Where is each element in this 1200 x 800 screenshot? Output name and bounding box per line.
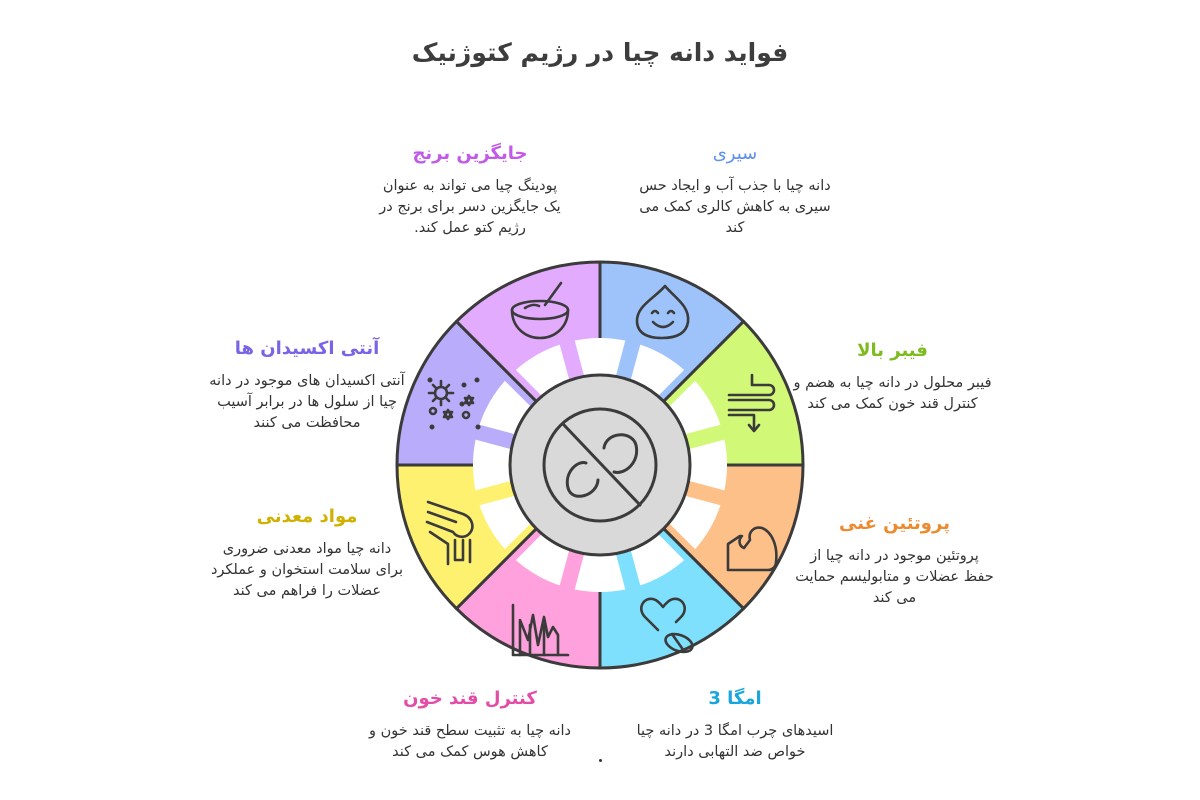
- benefit-heading: سیری: [712, 143, 758, 164]
- benefit-antioxidants: [192, 338, 422, 434]
- benefit-text: دانه چیا مواد معدنی ضروری: [222, 541, 392, 557]
- benefit-protein: [782, 513, 1007, 609]
- benefit-text: چیا از سلول ها در برابر آسیب: [217, 394, 397, 410]
- benefit-text: کند: [725, 220, 745, 236]
- benefit-text: عضلات را فراهم می کند: [233, 583, 381, 599]
- benefit-text: اسیدهای چرب امگا 3 در دانه چیا: [636, 723, 834, 739]
- benefit-text: کنترل قند خون کمک می کند: [807, 396, 978, 412]
- benefit-text: می کند: [872, 590, 917, 606]
- benefit-text: آنتی اکسیدان های موجود در دانه: [209, 373, 405, 389]
- benefit-text: محافظت می کنند: [253, 415, 361, 431]
- benefit-heading: فیبر بالا: [857, 340, 928, 361]
- benefit-omega: [620, 688, 850, 763]
- benefit-satiety: [620, 143, 850, 239]
- benefit-heading: آنتی اکسیدان ها: [234, 338, 380, 359]
- benefit-text: فیبر محلول در دانه چیا به هضم و: [793, 375, 992, 391]
- benefit-minerals: [192, 506, 422, 602]
- page-title: فواید دانه چیا در رژیم کتوژنیک: [411, 38, 789, 67]
- benefit-heading: مواد معدنی: [256, 506, 358, 527]
- benefit-text: برای سلامت استخوان و عملکرد: [210, 562, 404, 578]
- benefit-heading: جایگزین برنج: [412, 143, 528, 164]
- benefit-heading: امگا 3: [708, 688, 762, 709]
- benefit-text: رژیم کتو عمل کند.: [414, 220, 526, 236]
- benefit-text: دانه چیا با جذب آب و ایجاد حس: [639, 178, 831, 194]
- stray-dot: [599, 759, 602, 762]
- benefit-text: کاهش هوس کمک می کند: [392, 744, 548, 760]
- benefit-rice: [355, 143, 585, 239]
- benefit-text: خواص ضد التهابی دارند: [664, 744, 806, 760]
- benefit-fiber: [780, 340, 1005, 415]
- benefit-text: دانه چیا به تثبیت سطح قند خون و: [369, 723, 571, 739]
- benefit-heading: پروتئین غنی: [839, 513, 950, 534]
- benefit-text: پودینگ چیا می تواند به عنوان: [382, 178, 558, 194]
- benefit-sugar: [350, 688, 590, 763]
- benefit-heading: کنترل قند خون: [403, 688, 537, 709]
- benefit-text: پروتئین موجود در دانه چیا از: [810, 548, 979, 564]
- benefit-text: سیری به کاهش کالری کمک می: [639, 199, 831, 215]
- benefit-text: یک جایگزین دسر برای برنج در: [379, 199, 561, 215]
- benefit-text: حفظ عضلات و متابولیسم حمایت: [795, 569, 994, 585]
